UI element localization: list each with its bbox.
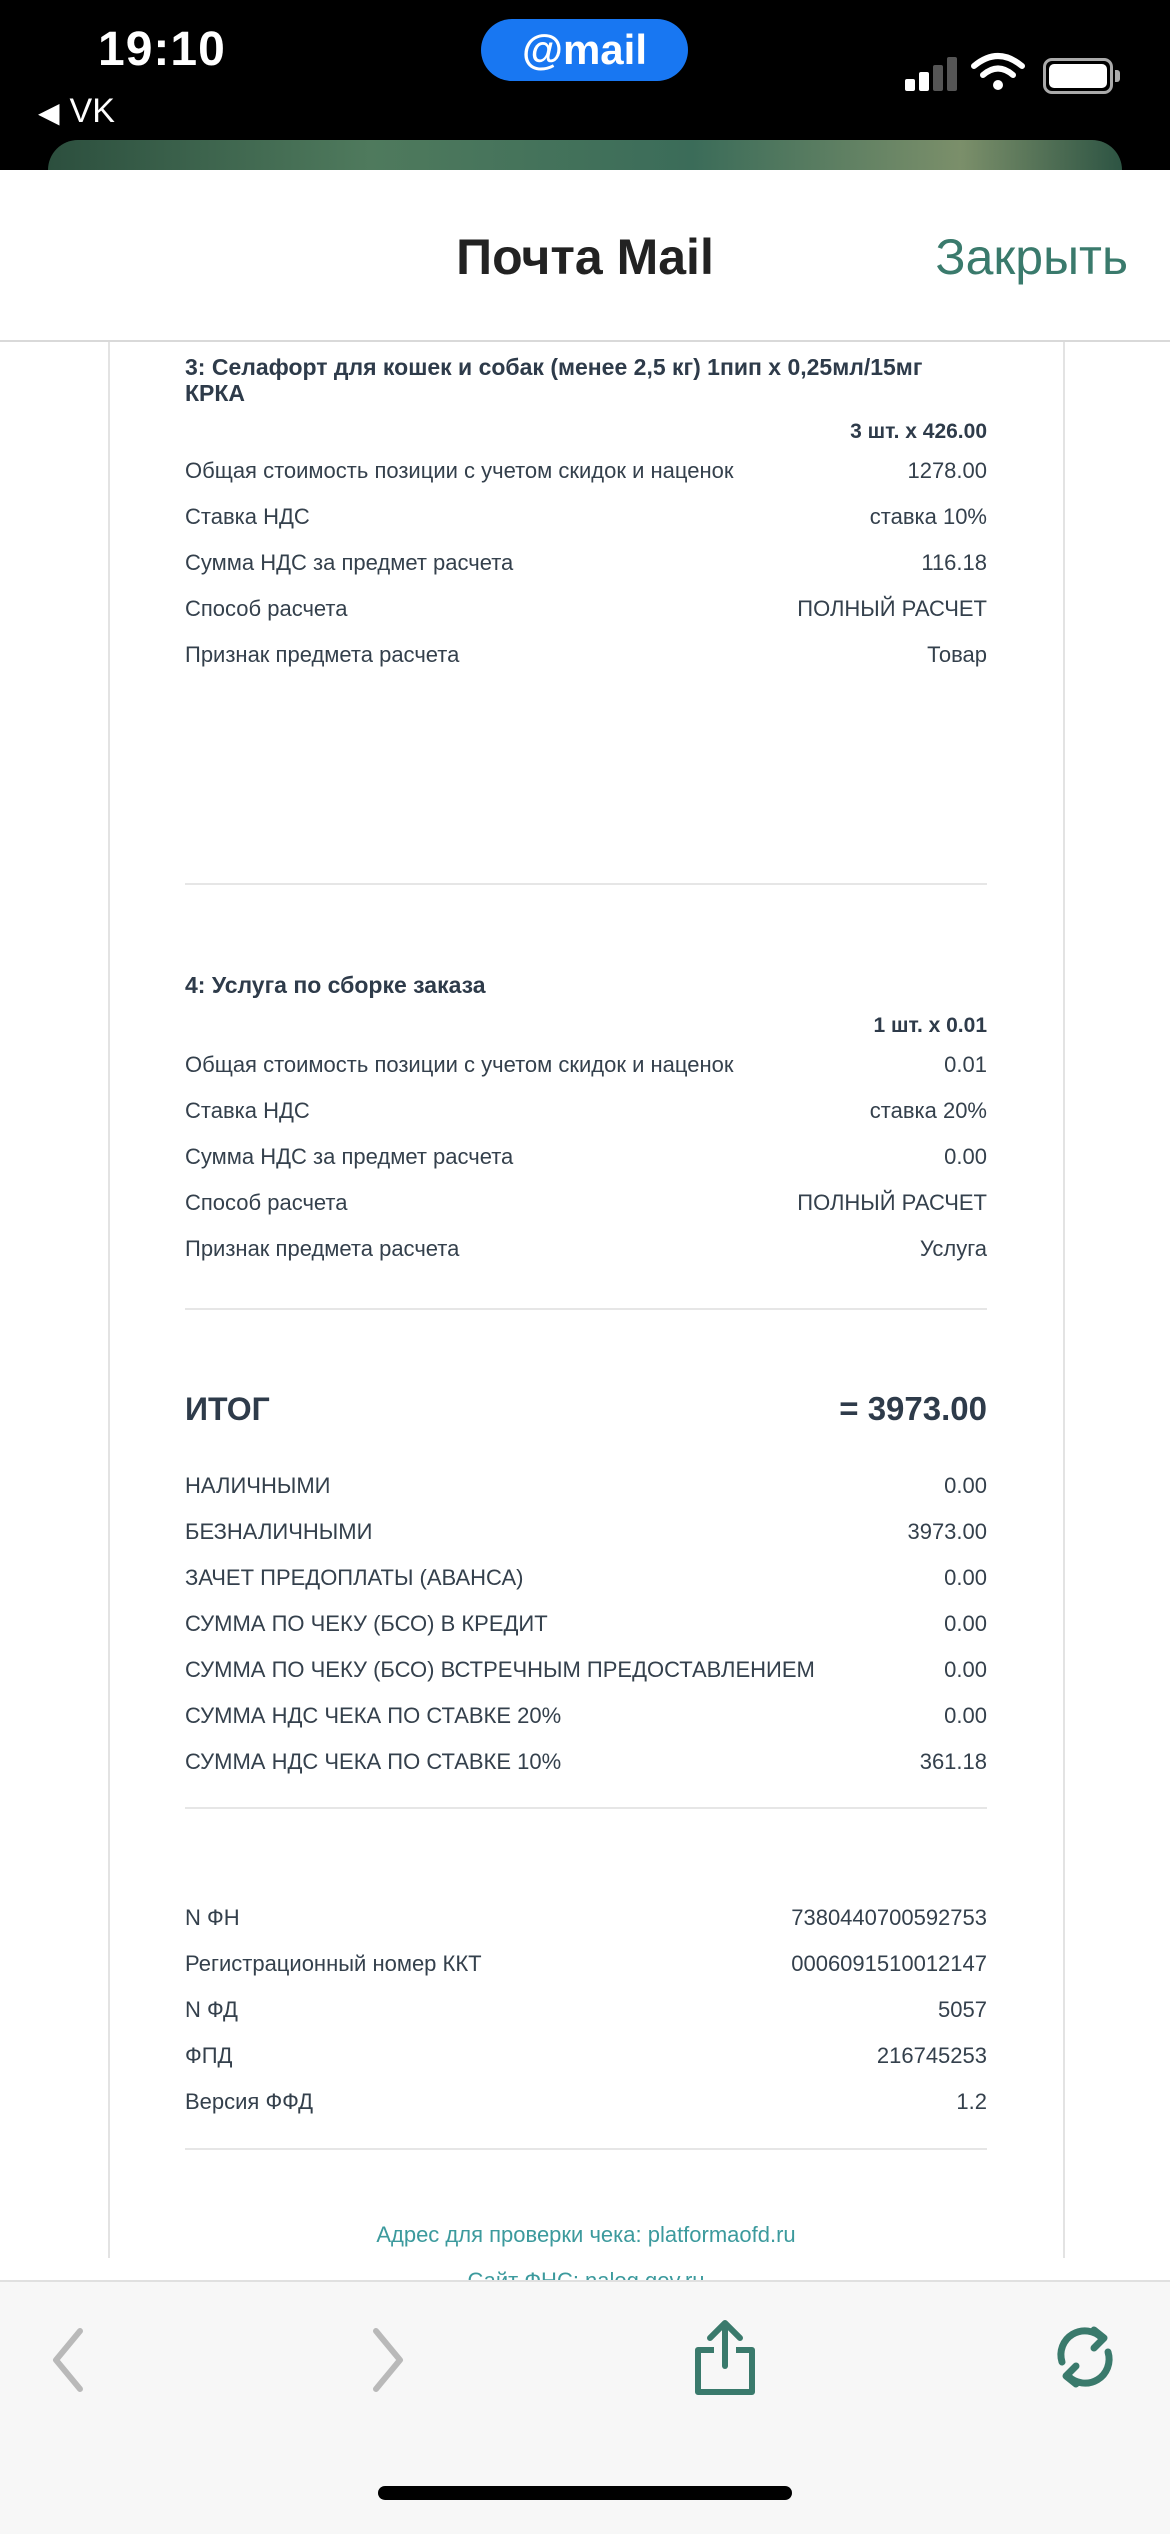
item-title: 3: Селафорт для кошек и собак (менее 2,5 кг) 1пип х 0,25мл/15мг КРКА (185, 354, 923, 406)
item-quantity: 1 шт. х 0.01 (873, 1014, 987, 1037)
payment-row: ЗАЧЕТ ПРЕДОПЛАТЫ (АВАНСА) 0.00 (185, 1565, 987, 1590)
item-row: Способ расчета ПОЛНЫЙ РАСЧЕТ (185, 596, 987, 621)
total-value: = 3973.00 (839, 1390, 987, 1427)
divider (185, 883, 987, 885)
item-row: Общая стоимость позиции с учетом скидок и наценок 1278.00 (185, 458, 987, 483)
item-row: Ставка НДС ставка 10% (185, 504, 987, 529)
item-row: Сумма НДС за предмет расчета 0.00 (185, 1144, 987, 1169)
sheet-header (0, 170, 1170, 342)
share-icon[interactable] (690, 2318, 760, 2398)
payment-row: СУММА НДС ЧЕКА ПО СТАВКЕ 20% 0.00 (185, 1703, 987, 1728)
chevron-left-icon[interactable] (44, 2325, 94, 2395)
item-row: Ставка НДС ставка 20% (185, 1098, 987, 1123)
total-label: ИТОГ (185, 1390, 270, 1427)
divider (185, 2148, 987, 2150)
item-row: Признак предмета расчета Услуга (185, 1236, 987, 1261)
item-row: Способ расчета ПОЛНЫЙ РАСЧЕТ (185, 1190, 987, 1215)
payment-row: СУММА ПО ЧЕКУ (БСО) ВСТРЕЧНЫМ ПРЕДОСТАВЛЕНИЕМ 0.00 (185, 1657, 987, 1682)
divider (185, 1308, 987, 1310)
receipt-item-3 (185, 354, 987, 678)
item-row: Признак предмета расчета Товар (185, 642, 987, 667)
total-line (185, 1390, 987, 1428)
check-address-link[interactable]: Адрес для проверки чека: platformaofd.ru (376, 2222, 796, 2247)
receipt-item-4 (185, 972, 987, 1272)
close-button[interactable]: Закрыть (935, 229, 1128, 285)
item-row: Общая стоимость позиции с учетом скидок и наценок 0.01 (185, 1052, 987, 1077)
divider (185, 1807, 987, 1809)
item-title: 4: Услуга по сборке заказа (185, 972, 486, 998)
mail-sheet (0, 170, 1170, 2532)
payment-row: НАЛИЧНЫМИ 0.00 (185, 1473, 987, 1498)
refresh-icon[interactable] (1050, 2322, 1120, 2392)
fiscal-data (185, 1895, 987, 2125)
back-triangle-icon: ◀ (38, 97, 60, 128)
receipt-total (185, 1390, 987, 1785)
home-indicator[interactable] (378, 2486, 792, 2500)
fiscal-row: Регистрационный номер ККТ 0006091510012147 (185, 1951, 987, 1976)
fiscal-row: Версия ФФД 1.2 (185, 2089, 987, 2114)
status-time: 19:10 (98, 23, 226, 76)
fiscal-row: ФПД 216745253 (185, 2043, 987, 2068)
chevron-right-icon[interactable] (362, 2325, 412, 2395)
payment-row: СУММА ПО ЧЕКУ (БСО) В КРЕДИТ 0.00 (185, 1611, 987, 1636)
fiscal-row: N ФН 7380440700592753 (185, 1905, 987, 1930)
mail-brand-pill: @mail (481, 19, 688, 81)
back-app-label: VK (69, 92, 115, 130)
item-quantity: 3 шт. х 426.00 (850, 420, 987, 443)
receipt-content (108, 342, 1065, 2258)
fiscal-row: N ФД 5057 (185, 1997, 987, 2022)
item-row: Сумма НДС за предмет расчета 116.18 (185, 550, 987, 575)
battery-icon (1043, 58, 1113, 94)
payment-row: СУММА НДС ЧЕКА ПО СТАВКЕ 10% 361.18 (185, 1749, 987, 1774)
wifi-icon (970, 52, 1026, 92)
payment-row: БЕЗНАЛИЧНЫМИ 3973.00 (185, 1519, 987, 1544)
cellular-signal-icon (905, 55, 957, 91)
back-to-app-link[interactable] (38, 92, 115, 131)
sheet-title: Почта Mail (456, 229, 714, 285)
